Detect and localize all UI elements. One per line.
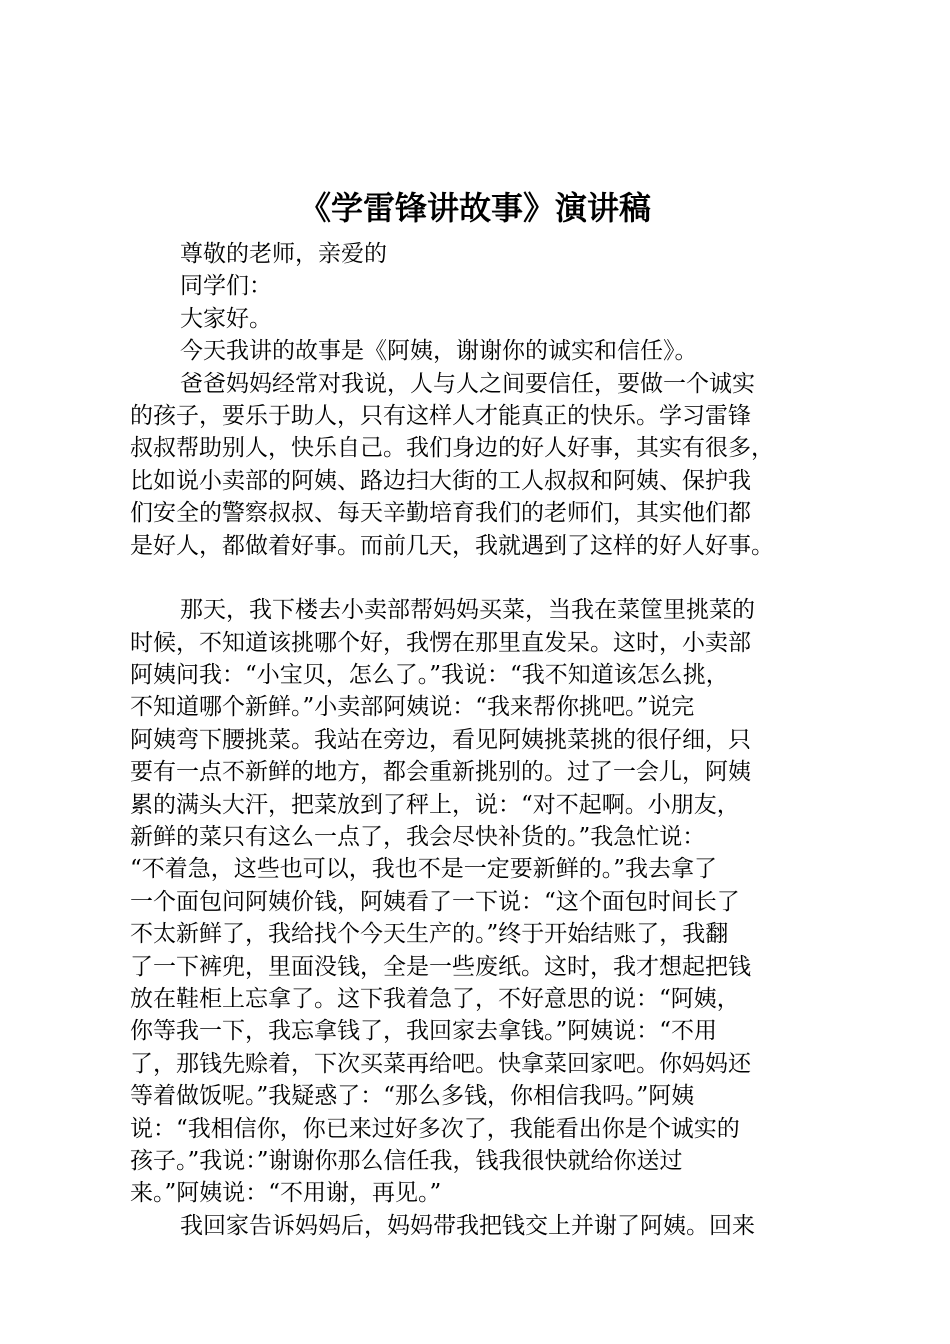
text-line: 尊敬的老师，亲爱的 [180,241,387,267]
text-line: 比如说小卖部的阿姨、路边扫大街的工人叔叔和阿姨、保护我 [130,467,751,494]
text-line: 那天，我下楼去小卖部帮妈妈买菜，当我在菜筐里挑菜的 [180,597,755,624]
text-line: 新鲜的菜只有这么一点了，我会尽快补货的。”我急忙说： [130,824,706,851]
text-line: 一个面包问阿姨价钱，阿姨看了一下说：“这个面包时间长了 [130,888,740,915]
text-line: 了一下裤兜，里面没钱，全是一些废纸。这时，我才想起把钱 [130,953,751,980]
text-line: 不知道哪个新鲜。”小卖部阿姨说：“我来帮你挑吧。”说完 [130,694,695,721]
text-line: “不着急，这些也可以，我也不是一定要新鲜的。”我去拿了 [130,856,718,883]
text-line: 阿姨问我：“小宝贝，怎么了。”我说：“我不知道该怎么挑， [130,662,729,689]
text-line: 们安全的警察叔叔、每天辛勤培育我们的老师们，其实他们都 [130,500,751,527]
text-line: 是好人，都做着好事。而前几天，我就遇到了这样的好人好事。 [130,532,774,559]
text-line: 累的满头大汗，把菜放到了秤上，说：“对不起啊。小朋友， [130,791,740,818]
page-title: 《学雷锋讲故事》演讲稿 [298,189,651,227]
text-line: 等着做饭呢。”我疑惑了：“那么多钱，你相信我吗。”阿姨 [130,1083,695,1110]
text-line: 爸爸妈妈经常对我说，人与人之间要信任，要做一个诚实 [180,370,755,397]
text-line: 叔叔帮助别人，快乐自己。我们身边的好人好事，其实有很多， [130,435,774,462]
document-body [130,238,850,1242]
text-line: 不太新鲜了，我给找个今天生产的。”终于开始结账了，我翻 [130,921,729,948]
text-line: 我回家告诉妈妈后，妈妈带我把钱交上并谢了阿姨。回来 [180,1212,755,1239]
text-line: 孩子。”我说：”谢谢你那么信任我，钱我很快就给你送过 [130,1147,683,1174]
text-line: 你等我一下，我忘拿钱了，我回家去拿钱。”阿姨说：“不用 [130,1018,718,1045]
text-line: 的孩子，要乐于助人，只有这样人才能真正的快乐。学习雷锋 [130,402,751,429]
text-line: 同学们： [180,273,272,300]
text-line: 了，那钱先赊着，下次买菜再给吧。快拿菜回家吧。你妈妈还 [130,1050,751,1077]
text-line: 说：“我相信你，你已来过好多次了，我能看出你是个诚实的 [130,1115,740,1142]
text-line: 时候，不知道该挑哪个好，我愣在那里直发呆。这时，小卖部 [130,629,751,656]
text-line: 放在鞋柜上忘拿了。这下我着急了，不好意思的说：“阿姨， [130,985,740,1012]
text-line: 大家好。 [180,305,272,332]
text-line: 要有一点不新鲜的地方，都会重新挑别的。过了一会儿，阿姨 [130,759,751,786]
blank-line [130,562,850,594]
text-line: 阿姨弯下腰挑菜。我站在旁边，看见阿姨挑菜挑的很仔细，只 [130,726,751,753]
text-line: 来。”阿姨说：“不用谢，再见。” [130,1180,442,1207]
text-line: 今天我讲的故事是《阿姨，谢谢你的诚实和信任》。 [180,338,698,365]
